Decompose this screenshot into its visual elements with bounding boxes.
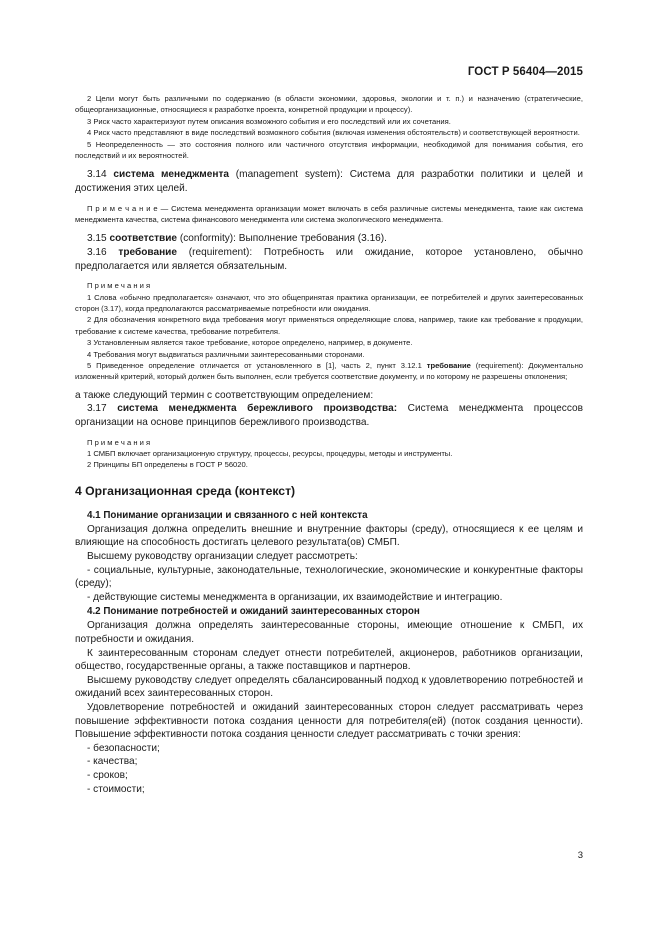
term-definition: (conformity): Выполнение требования (3.16). [179,233,387,245]
note-paragraph: 2 Принципы БП определены в ГОСТ Р 56020. [87,460,248,470]
term-number: 3.15 [87,233,107,245]
note-text: 5 Приведенное определение отличается от установленного в [1], часть 2, пункт 3.12.1 [87,361,427,371]
note-paragraph: 3 Установленным является такое требование, которое определено, например, в документе. [87,338,413,348]
list-item: - стоимости; [87,783,145,795]
subsection-heading: 4.1 Понимание организации и связанного с ней контекста [87,509,368,521]
body-paragraph: Организация должна определить внешние и внутренние факторы (среду), относящиеся к ее целям и влияющие на способность достигать целевого результата(ов) СМБП. [75,523,583,549]
document-header: ГОСТ Р 56404—2015 [467,66,583,78]
note-paragraph: 4 Требования могут выдвигаться различными заинтересованными сторонами. [87,349,365,359]
notes-label: П р и м е ч а н и я [87,437,151,447]
term-3-14 [75,168,583,195]
term-3-16 [75,246,583,273]
list-item: - качества; [87,756,138,768]
term-number: 3.14 [87,169,107,181]
note-paragraph: 5 Неопределенность — это состояния полного или частичного отсутствия информации, необходимой для понимания события, его последствий и их вероятностей. [75,139,583,161]
note-text: — Система менеджмента организации может включать в себя различные системы менеджмента, такие как система менеджмента качества, система финансового менеджмента или система экологического менеджмента. [75,203,583,225]
body-paragraph: Организация должна определять заинтересованные стороны, имеющие отношение к СМБП, их потребности и ожидания. [75,620,583,646]
body-paragraph: Высшему руководству организации следует рассмотреть: [87,551,358,563]
term-name: система менеджмента [113,169,230,181]
note-paragraph: 2 Для обозначения конкретного вида требования могут применяться определяющие слова, например, такие как требование к продукции, требование к системе качества, требование потребителя. [75,315,583,336]
note-paragraph: 3 Риск часто характеризуют путем описания возможного события и его последствий или их сочетания. [87,116,451,126]
note-3-14 [75,203,583,226]
note-paragraph: 1 Слова «обычно предполагается» означают, что это общепринятая практика организации, ее потребителей и других заинтересованных сторон (3.17), когда предполагаются рассматриваемые потребности или ожидания. [75,292,583,314]
page-number: 3 [577,850,583,861]
list-item: - социальные, культурные, законодательные, технологические, экономические и конкурентные факторы (среду); [75,564,583,590]
note-paragraph: 4 Риск часто представляют в виде последствий возможного события (включая изменения обстоятельств) и соответствующей вероятности. [87,128,580,138]
term-3-17 [75,402,583,429]
note-bold-term: требование [426,361,471,371]
subsection-heading: 4.2 Понимание потребностей и ожиданий заинтересованных сторон [87,606,420,618]
section-heading: 4 Организационная среда (контекст) [75,483,296,498]
term-number: 3.16 [87,247,107,259]
note-label: П р и м е ч а н и е [87,203,158,213]
list-item: - сроков; [87,769,128,781]
term-3-15 [75,232,583,246]
intro-line: а также следующий термин с соответствующим определением: [75,389,374,401]
list-item: - безопасности; [87,742,160,754]
note-paragraph-5 [75,360,583,383]
body-paragraph: К заинтересованным сторонам следует отнести потребителей, акционеров, работников организации, общество, государственные органы, а также поставщиков и партнеров. [75,647,583,673]
body-paragraph: Высшему руководству следует определять сбалансированный подход к удовлетворению потребностей и ожиданий всех заинтересованных сторон. [75,674,583,700]
term-definition: Система менеджмента процессов организации на основе принципов бережливого производства. [75,403,583,429]
term-definition: (requirement): Потребность или ожидание, которое установлено, обычно предполагается или является обязательным. [75,247,583,272]
term-name: соответствие [109,233,178,245]
note-paragraph: 2 Цели могут быть различными по содержанию (в области экономики, здоровья, экологии и т. п.) и назначению (стратегические, общеорганизационные, относящиеся к разработке проекта, конкретной продукции и процессу). [75,94,583,115]
list-item: - действующие системы менеджмента в организации, их взаимодействие и интеграцию. [87,591,503,603]
note-text: (requirement): Документально изложенный критерий, который должен быть выполнен, если требуется соответствие документу, и по которому не разрешены отклонения; [75,361,583,382]
notes-label: П р и м е ч а н и я [87,281,151,291]
page-content [75,93,583,796]
body-paragraph: Удовлетворение потребностей и ожиданий заинтересованных сторон следует рассматривать через повышение эффективности потока создания ценности для потребителя(ей) (поток создания ценности). Повышение эффективности потока создания ценности следует рассматривать с точки зрения: [75,702,583,741]
term-definition: (management system): Система для разработки политики и целей и достижения этих целей. [75,169,583,195]
note-paragraph: 1 СМБП включает организационную структуру, процессы, ресурсы, процедуры, методы и инструменты. [87,449,453,459]
term-name: система менеджмента бережливого производства: [117,403,398,415]
term-name: требование [118,247,177,259]
term-number: 3.17 [87,403,107,415]
